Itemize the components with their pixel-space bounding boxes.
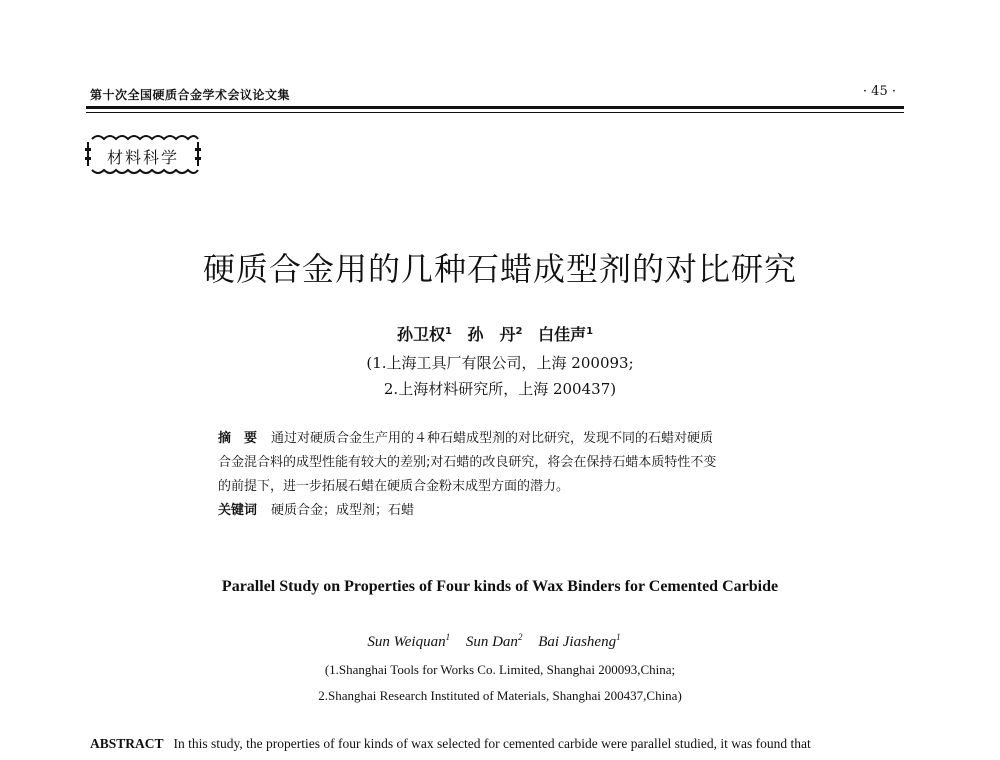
abstract-cn-text: 通过对硬质合金生产用的４种石蜡成型剂的对比研究，发现不同的石蜡对硬质 bbox=[271, 431, 714, 446]
abstract-cn-line bbox=[218, 428, 792, 449]
author-name: Sun Weiquan bbox=[367, 634, 446, 650]
abstract-label-cn: 摘 要 bbox=[218, 431, 258, 446]
section-label: 材料科学 bbox=[106, 148, 179, 167]
author-mark: 1 bbox=[445, 632, 451, 642]
keywords-cn bbox=[218, 500, 792, 521]
paper-title-en: Parallel Study on Properties of Four kinds of Wax Binders for Cemented Carbide bbox=[221, 578, 779, 595]
author-name: 孙卫权 bbox=[396, 325, 445, 344]
affiliation-cn-2: 2.上海材料研究所，上海 200437) bbox=[383, 380, 617, 398]
keywords-label-cn: 关键词 bbox=[218, 503, 258, 518]
author-list-cn bbox=[0, 322, 1000, 345]
author-mark: 1 bbox=[586, 325, 594, 337]
affiliation-cn-1: (1.上海工具厂有限公司，上海 200093; bbox=[366, 354, 634, 372]
author-mark: 2 bbox=[517, 632, 523, 642]
abstract-cn-line: 的前提下，进一步拓展石蜡在硬质合金粉末成型方面的潜力。 bbox=[218, 479, 570, 494]
paper-title-cn: 硬质合金用的几种石蜡成型剂的对比研究 bbox=[202, 250, 797, 288]
header-rule bbox=[86, 106, 904, 109]
author-mark: 1 bbox=[444, 325, 452, 337]
section-badge bbox=[84, 130, 202, 178]
keywords-cn-text: 硬质合金；成型剂；石蜡 bbox=[271, 503, 415, 518]
abstract-en-text: In this study, the properties of four kinds of wax selected for cemented carbide were parallel studied, it was found that bbox=[173, 736, 811, 751]
page-number: · 45 · bbox=[862, 84, 896, 99]
abstract-cn-line: 合金混合料的成型性能有较大的差别;对石蜡的改良研究，将会在保持石蜡本质特性不变 bbox=[218, 455, 717, 470]
author-name: 孙 丹 bbox=[467, 325, 516, 344]
proceedings-title: 第十次全国硬质合金学术会议论文集 bbox=[90, 88, 291, 102]
affiliation-en-1: (1.Shanghai Tools for Works Co. Limited, Shanghai 200093,China; bbox=[324, 662, 676, 677]
author-name: Sun Dan bbox=[465, 634, 518, 650]
author-mark: 2 bbox=[515, 325, 523, 337]
author-name: 白佳声 bbox=[538, 325, 587, 344]
author-name: Bai Jiasheng bbox=[538, 634, 617, 650]
header-rule-thin bbox=[86, 112, 904, 113]
author-mark: 1 bbox=[616, 632, 621, 642]
abstract-label-en: ABSTRACT bbox=[90, 736, 164, 751]
abstract-en bbox=[90, 736, 920, 752]
author-list-en bbox=[0, 632, 1000, 651]
affiliation-en-2: 2.Shanghai Research Instituted of Materials, Shanghai 200437,China) bbox=[318, 688, 682, 703]
